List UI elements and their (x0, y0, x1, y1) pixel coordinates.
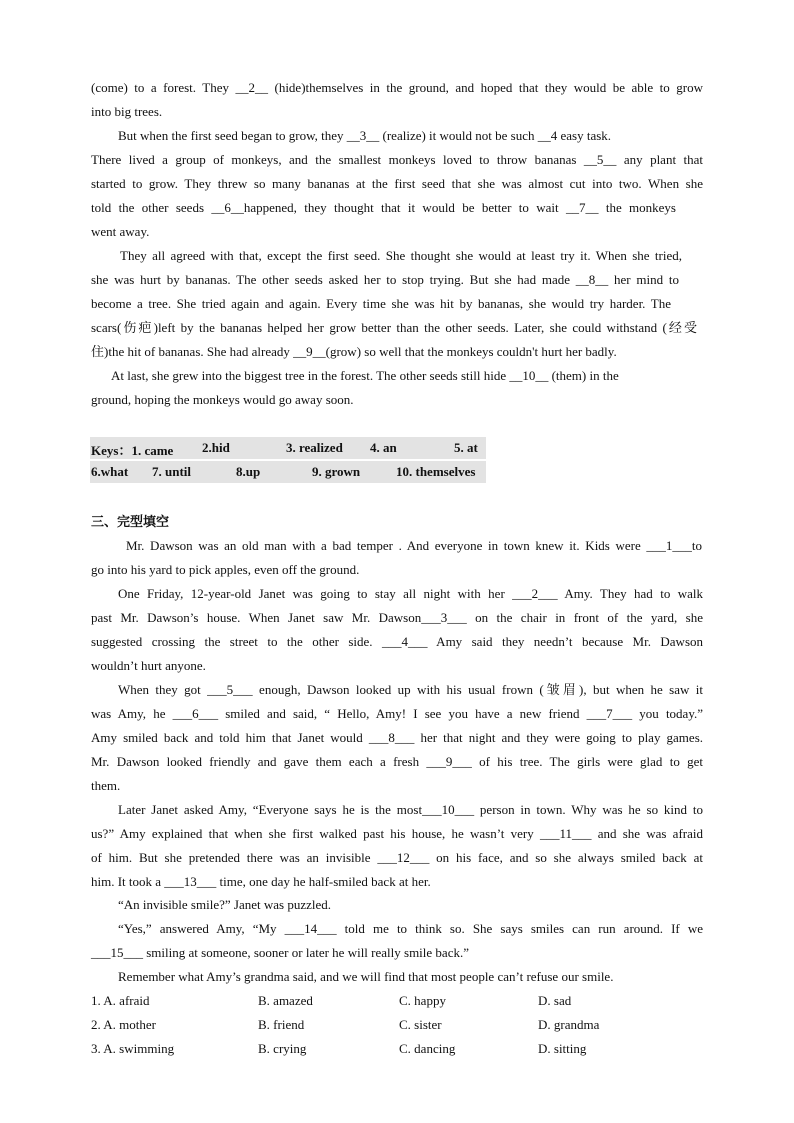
reading-line: into big trees. (91, 104, 163, 119)
option-b: B. friend (258, 1017, 305, 1032)
cloze-line: “Yes,” answered Amy, “My ___14___ told me to think so. She says smiles can run around. If we (118, 921, 703, 936)
keys-row (90, 437, 486, 459)
reading-line: At last, she grew into the biggest tree in the forest. The other seeds still hide __10__ (them) in the (111, 368, 619, 383)
key-item: Keys：1. came (91, 443, 174, 458)
reading-line: (come) to a forest. They __2__ (hide)themselves in the ground, and hoped that they would be able to grow (91, 80, 703, 95)
option-c: C. happy (399, 993, 446, 1008)
reading-line: ground, hoping the monkeys would go away soon. (91, 392, 354, 407)
reading-line: They all agreed with that, except the first seed. She thought she would at least try it. When she tried, (120, 248, 682, 263)
cloze-line: One Friday, 12-year-old Janet was going to stay all night with her ___2___ Amy. They had to walk (118, 586, 703, 601)
option-c: C. dancing (399, 1041, 456, 1056)
cloze-line: of him. But she pretended there was an invisible ___12___ on his face, and so she always smiled back at (91, 850, 703, 865)
option-d: D. sad (538, 993, 572, 1008)
reading-line: become a tree. She tried again and again. Every time she was hit by bananas, she would try harder. The (91, 296, 671, 311)
option-a: 1. A. afraid (91, 993, 150, 1008)
cloze-line: go into his yard to pick apples, even off the ground. (91, 562, 360, 577)
key-item: 4. an (370, 440, 397, 455)
key-item: 3. realized (286, 440, 343, 455)
cloze-line: past Mr. Dawson’s house. When Janet saw Mr. Dawson___3___ on the chair in front of the yard, she (91, 610, 703, 625)
reading-line: There lived a group of monkeys, and the smallest monkeys loved to throw bananas __5__ any plant that (91, 152, 703, 167)
cloze-line: ___15___ smiling at someone, sooner or later he will really smile back.” (91, 945, 469, 960)
cloze-line: him. It took a ___13___ time, one day he half-smiled back at her. (91, 874, 431, 889)
key-item: 6.what (91, 464, 129, 479)
key-item: 9. grown (312, 464, 361, 479)
reading-line: went away. (91, 224, 150, 239)
reading-line: 住)the hit of bananas. She had already __9__(grow) so well that the monkeys couldn't hurt her badly. (91, 344, 617, 359)
cloze-line: Amy smiled back and told him that Janet would ___8___ her that night and they were going to play games. (91, 730, 703, 745)
reading-line: told the other seeds __6__happened, they thought that it would be better to wait __7__ the monkeys (91, 200, 676, 215)
option-b: B. amazed (258, 993, 313, 1008)
option-a: 2. A. mother (91, 1017, 156, 1032)
option-d: D. sitting (538, 1041, 587, 1056)
option-c: C. sister (399, 1017, 442, 1032)
option-b: B. crying (258, 1041, 307, 1056)
option-a: 3. A. swimming (91, 1041, 175, 1056)
key-item: 10. themselves (396, 464, 476, 479)
cloze-line: wouldn’t hurt anyone. (91, 658, 206, 673)
key-item: 2.hid (202, 440, 230, 455)
cloze-line: them. (91, 778, 121, 793)
cloze-line: us?” Amy explained that when she first walked past his house, he wasn’t very ___11___ and she was afraid (91, 826, 703, 841)
reading-line: scars(伤疤)left by the bananas helped her grow better than the other seeds. Later, she could withstand (经受 (91, 320, 697, 335)
cloze-line: was Amy, he ___6___ smiled and said, “ Hello, Amy! I see you have a new friend ___7___ you today.” (91, 706, 703, 721)
answer-keys (90, 437, 486, 485)
reading-line: she was hurt by bananas. The other seeds asked her to stop trying. But she had made __8__ her mind to (91, 272, 679, 287)
cloze-line: When they got ___5___ enough, Dawson looked up with his usual frown (皱眉), but when he saw it (118, 682, 703, 697)
reading-line: But when the first seed began to grow, they __3__ (realize) it would not be such __4 easy task. (118, 128, 612, 143)
cloze-line: Remember what Amy’s grandma said, and we will find that most people can’t refuse our smile. (118, 969, 614, 984)
cloze-line: suggested crossing the street to the other side. ___4___ Amy said they needn’t because Mr. Dawson (91, 634, 703, 649)
option-d: D. grandma (538, 1017, 600, 1032)
keys-row (90, 461, 486, 483)
reading-line: started to grow. They threw so many bananas at the first seed that she was almost cut into two. When she (91, 176, 703, 191)
cloze-line: “An invisible smile?” Janet was puzzled. (118, 897, 331, 912)
key-item: 8.up (236, 464, 261, 479)
key-item: 5. at (454, 440, 478, 455)
cloze-line: Later Janet asked Amy, “Everyone says he is the most___10___ person in town. Why was he so kind to (118, 802, 703, 817)
key-item: 7. until (152, 464, 192, 479)
cloze-line: Mr. Dawson was an old man with a bad temper . And everyone in town knew it. Kids were ___1___to (126, 538, 702, 553)
section-title: 三、完型填空 (91, 515, 170, 530)
cloze-line: Mr. Dawson looked friendly and gave them each a fresh ___9___ of his tree. The girls were glad to get (91, 754, 703, 769)
